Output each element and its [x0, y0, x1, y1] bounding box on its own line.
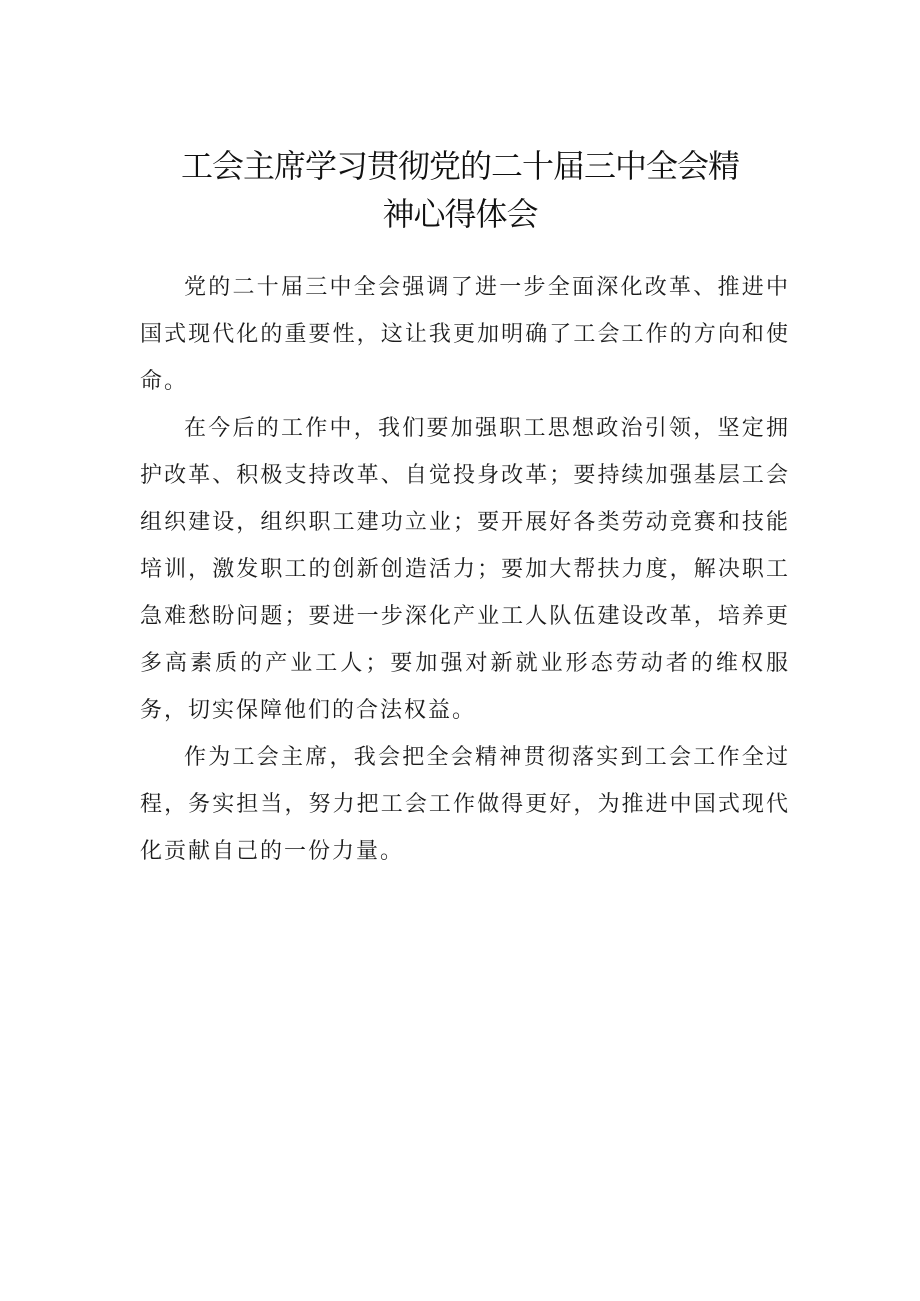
document-body	[140, 264, 790, 875]
title-line-1: 工会主席学习贯彻党的二十届三中全会精	[180, 147, 739, 185]
document-title	[120, 142, 800, 238]
paragraph-2: 在今后的工作中，我们要加强职工思想政治引领，坚定拥护改革、积极支持改革、自觉投身改革；要持续加强基层工会组织建设，组织职工建功立业；要开展好各类劳动竞赛和技能培训，激发职工的创新创造活力；要加大帮扶力度，解决职工急难愁盼问题；要进一步深化产业工人队伍建设改革，培养更多高素质的产业工人；要加强对新就业形态劳动者的维权服务，切实保障他们的合法权益。	[140, 416, 790, 723]
title-line-2: 神心得体会	[382, 195, 538, 233]
paragraph-3: 作为工会主席，我会把全会精神贯彻落实到工会工作全过程，务实担当，努力把工会工作做得更好，为推进中国式现代化贡献自己的一份力量。	[140, 745, 790, 864]
paragraph-1: 党的二十届三中全会强调了进一步全面深化改革、推进中国式现代化的重要性，这让我更加明确了工会工作的方向和使命。	[140, 275, 790, 394]
